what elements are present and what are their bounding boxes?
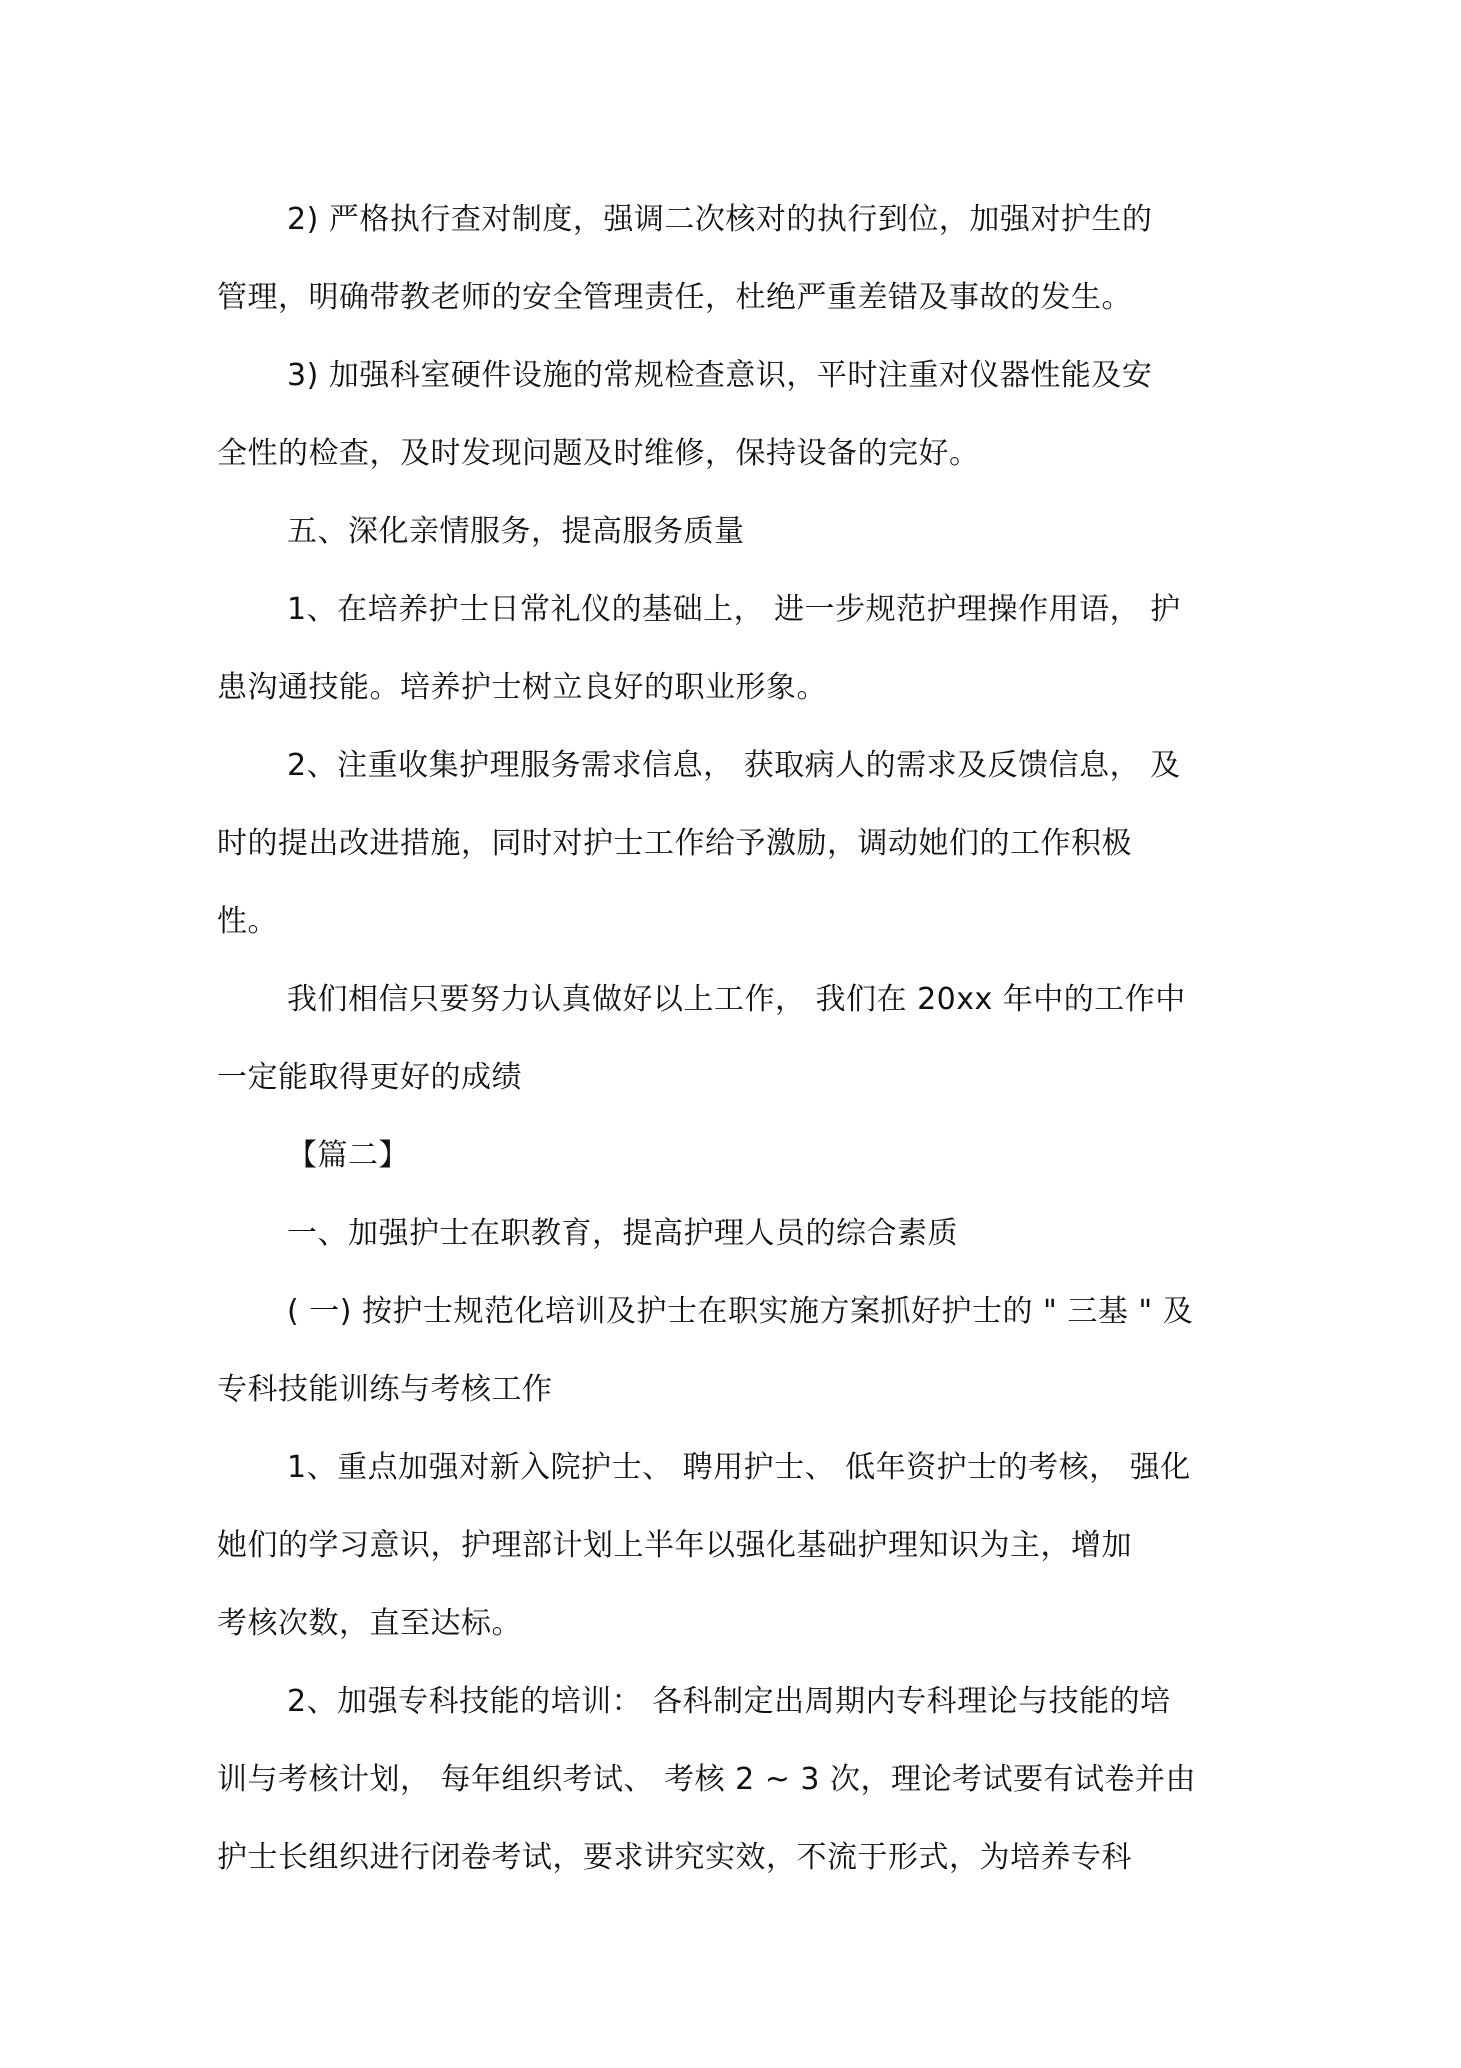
text-line: 训与考核计划， 每年组织考试、 考核 2 ~ 3 次，理论考试要有试卷并由 (217, 1762, 1197, 1797)
text-line: 全性的检查，及时发现问题及时维修，保持设备的完好。 (217, 436, 980, 471)
text-line: 1、在培养护士日常礼仪的基础上， 进一步规范护理操作用语， 护 (287, 592, 1181, 627)
text-line: 护士长组织进行闭卷考试，要求讲究实效，不流于形式，为培养专科 (217, 1840, 1132, 1875)
text-line: 一定能取得更好的成绩 (217, 1060, 522, 1095)
text-line: 患沟通技能。培养护士树立良好的职业形象。 (217, 670, 827, 705)
text-line: 1、重点加强对新入院护士、 聘用护士、 低年资护士的考核， 强化 (287, 1450, 1191, 1485)
text-line: 2) 严格执行查对制度，强调二次核对的执行到位，加强对护生的 (287, 202, 1153, 237)
section-heading: 五、深化亲情服务，提高服务质量 (287, 514, 745, 549)
text-line: 考核次数，直至达标。 (217, 1606, 522, 1641)
section-heading: 一、加强护士在职教育，提高护理人员的综合素质 (287, 1216, 958, 1251)
text-line: 我们相信只要努力认真做好以上工作， 我们在 20xx 年中的工作中 (287, 982, 1186, 1017)
text-line: 3) 加强科室硬件设施的常规检查意识，平时注重对仪器性能及安 (287, 358, 1153, 393)
text-line: 2、加强专科技能的培训： 各科制定出周期内专科理论与技能的培 (287, 1684, 1171, 1719)
text-line: 性。 (217, 904, 278, 939)
text-line: 2、注重收集护理服务需求信息， 获取病人的需求及反馈信息， 及 (287, 748, 1181, 783)
text-line: ( 一) 按护士规范化培训及护士在职实施方案抓好护士的 " 三基 " 及 (287, 1294, 1194, 1329)
text-line: 她们的学习意识，护理部计划上半年以强化基础护理知识为主，增加 (217, 1528, 1132, 1563)
text-line: 时的提出改进措施，同时对护士工作给予激励，调动她们的工作积极 (217, 826, 1132, 861)
text-line: 管理，明确带教老师的安全管理责任，杜绝严重差错及事故的发生。 (217, 280, 1132, 315)
text-line: 专科技能训练与考核工作 (217, 1372, 553, 1407)
part-heading: 【篇二】 (287, 1138, 409, 1173)
